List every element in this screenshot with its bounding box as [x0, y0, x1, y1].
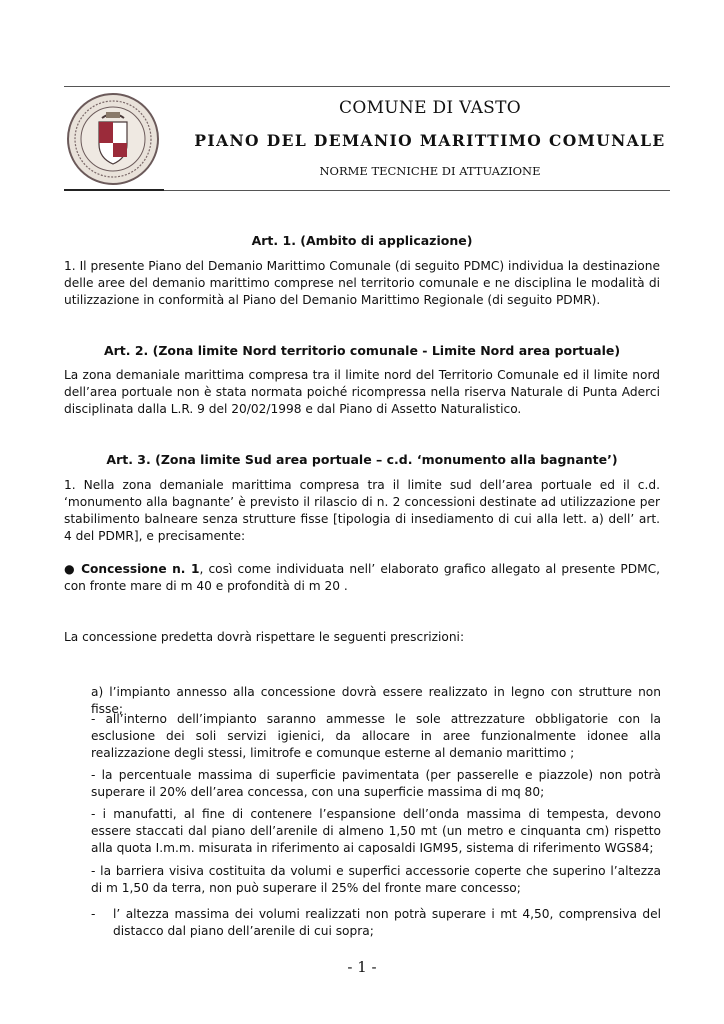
header-title: COMUNE DI VASTO — [339, 98, 521, 118]
concession-text: , così come individuata nell’ elaborato grafico allegato al presente PDMC, con fronte mare di m 40 e profondità di m 20 . — [64, 562, 661, 593]
article-3-text: 1. Nella zona demaniale marittima compresa tra il limite sud dell’area portuale ed il c.d. ‘monumento alla bagnante’ è previsto il rilascio di n. 2 concessioni destinate ad utilizzazione per stabilimento balneare senza strutture fisse [tipologia di insediamento di cui alla lett. a) dell’ art. 4 del PDMR], e precisamente: — [64, 478, 660, 543]
municipal-seal-icon — [66, 92, 160, 186]
prescription-item-last: l’ altezza massima dei volumi realizzati non potrà superare i mt 4,50, comprensiva del distacco dal piano dell’arenile di cui sopra; — [113, 907, 661, 938]
prescription-item: a) l’impianto annesso alla concessione dovrà essere realizzato in legno con strutture non fisse; — [91, 685, 661, 716]
prescription-item: - i manufatti, al fine di contenere l’espansione dell’onda massima di tempesta, devono essere staccati dal piano dell’arenile di almeno 1,50 mt (un metro e cinquanta cm) rispetto alla quota I.m.m. misurata in riferimento ai caposaldi IGM95, sistema di riferimento WGS84; — [91, 807, 661, 855]
prescription-item: - all’interno dell’impianto saranno ammesse le sole attrezzature obbligatorie con la esclusione dei soli servizi igienici, da allocare in aree funzionalmente idonee alla realizzazione degli stessi, limitrofe e comunque esterne al demanio marittimo ; — [91, 712, 661, 760]
concession-label: Concessione n. 1 — [81, 562, 200, 576]
page-number: - 1 - — [347, 958, 377, 976]
article-2-title: Art. 2. (Zona limite Nord territorio comunale - Limite Nord area portuale) — [103, 343, 621, 358]
prescription-item: - la barriera visiva costituita da volumi e superfici accessorie coperte che superino l’altezza di m 1,50 da terra, non può superare il 25% del fronte mare concesso; — [91, 864, 661, 895]
header-subtitle: PIANO DEL DEMANIO MARITTIMO COMUNALE — [194, 131, 666, 150]
concession-paragraph — [64, 561, 660, 595]
article-2-text: La zona demaniale marittima compresa tra il limite nord del Territorio Comunale ed il limite nord dell’area portuale non è stata normata poiché ricompressa nella riserva Naturale di Punta Aderci disciplinata dalla L.R. 9 del 20/02/1998 e dal Piano di Assetto Naturalistico. — [64, 368, 660, 416]
last-item-dash: - — [91, 907, 96, 921]
article-1-title: Art. 1. (Ambito di applicazione) — [251, 233, 473, 248]
article-1-text: 1. Il presente Piano del Demanio Marittimo Comunale (di seguito PDMC) individua la destinazione delle aree del demanio marittimo comprese nel territorio comunale e ne disciplina le modalità di utilizzazione in conformità al Piano del Demanio Marittimo Regionale (di seguito PDMR). — [64, 259, 660, 307]
prescription-item: - la percentuale massima di superficie pavimentata (per passerelle e piazzole) non potrà superare il 20% dell’area concessa, con una superficie massima di mq 80; — [91, 768, 661, 799]
prescriptions-intro: La concessione predetta dovrà rispettare le seguenti prescrizioni: — [64, 630, 465, 644]
article-3-title: Art. 3. (Zona limite Sud area portuale – c.d. ‘monumento alla bagnante’) — [106, 452, 618, 467]
header-bottom-rule-left — [64, 189, 164, 191]
header-caption: NORME TECNICHE DI ATTUAZIONE — [319, 164, 541, 178]
header-bottom-rule — [164, 190, 670, 191]
header-top-rule — [64, 86, 670, 87]
bullet-icon: ● — [64, 562, 76, 576]
